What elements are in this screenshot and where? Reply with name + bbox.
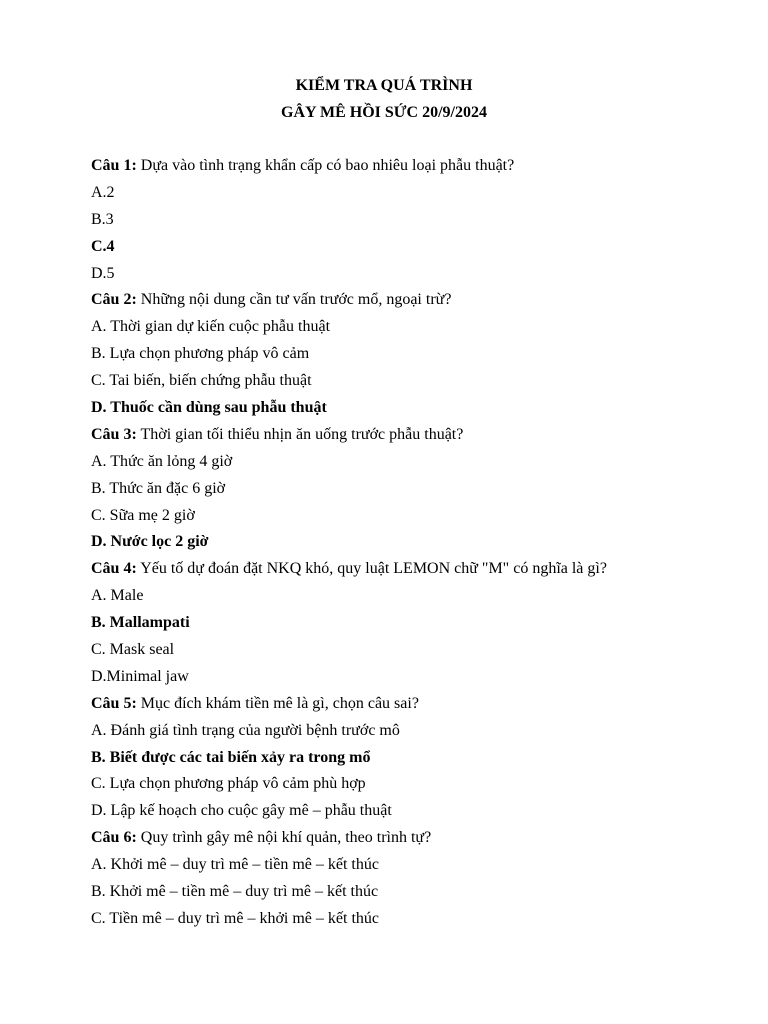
answer-option-correct: C.4: [91, 237, 115, 255]
document-title: KIỂM TRA QUÁ TRÌNH: [295, 77, 473, 94]
document-subtitle: GÂY MÊ HỒI SỨC 20/9/2024: [281, 104, 487, 121]
question-text: Quy trình gây mê nội khí quản, theo trình tự?: [136, 829, 432, 847]
question-label: Câu 2:: [91, 291, 137, 309]
answer-option: A. Thức ăn lỏng 4 giờ: [91, 452, 233, 470]
answer-option: C. Mask seal: [91, 641, 175, 659]
answer-option: D.Minimal jaw: [91, 667, 189, 685]
answer-option-correct: B. Mallampati: [91, 614, 190, 632]
answer-option: B.3: [91, 210, 114, 228]
question-label: Câu 1:: [91, 157, 137, 174]
question-text: Những nội dung cần tư vấn trước mổ, ngoại trừ?: [136, 291, 452, 309]
question-3: [91, 424, 751, 451]
answer-option: D.5: [91, 264, 115, 282]
question-text: Thời gian tối thiểu nhịn ăn uống trước phẫu thuật?: [136, 425, 464, 443]
question-text: Yếu tố dự đoán đặt NKQ khó, quy luật LEMON chữ "M" có nghĩa là gì?: [136, 560, 607, 578]
question-4: [91, 558, 751, 585]
question-1: [91, 155, 751, 182]
question-label: Câu 3:: [91, 425, 137, 443]
answer-option-correct: D. Thuốc cần dùng sau phẫu thuật: [91, 399, 327, 417]
answer-option: C. Lựa chọn phương pháp vô cảm phù hợp: [91, 775, 366, 793]
question-text: Mục đích khám tiền mê là gì, chọn câu sai?: [136, 694, 419, 712]
question-label: Câu 6:: [91, 829, 137, 847]
answer-option: B. Lựa chọn phương pháp vô cảm: [91, 345, 310, 363]
answer-option: C. Sữa mẹ 2 giờ: [91, 506, 195, 524]
answer-option: B. Khởi mê – tiền mê – duy trì mê – kết thúc: [91, 883, 379, 901]
answer-option: A. Thời gian dự kiến cuộc phẫu thuật: [91, 318, 331, 336]
answer-option: A. Male: [91, 587, 144, 605]
question-label: Câu 4:: [91, 560, 137, 578]
answer-option: B. Thức ăn đặc 6 giờ: [91, 479, 226, 497]
answer-option: A.2: [91, 183, 115, 201]
question-text: Dựa vào tình trạng khẩn cấp có bao nhiêu loại phẫu thuật?: [136, 157, 515, 174]
question-list: [91, 155, 751, 935]
answer-option-correct: B. Biết được các tai biến xảy ra trong mổ: [91, 748, 371, 766]
question-2: [91, 289, 751, 316]
answer-option: D. Lập kế hoạch cho cuộc gây mê – phẫu thuật: [91, 802, 392, 820]
question-5: [91, 693, 751, 720]
question-label: Câu 5:: [91, 694, 137, 712]
answer-option: C. Tiền mê – duy trì mê – khởi mê – kết thúc: [91, 909, 379, 927]
answer-option: A. Khởi mê – duy trì mê – tiền mê – kết thúc: [91, 856, 379, 874]
answer-option: C. Tai biến, biến chứng phẫu thuật: [91, 372, 312, 390]
question-6: [91, 827, 751, 854]
answer-option-correct: D. Nước lọc 2 giờ: [91, 533, 209, 551]
answer-option: A. Đánh giá tình trạng của người bệnh trước mô: [91, 721, 400, 739]
